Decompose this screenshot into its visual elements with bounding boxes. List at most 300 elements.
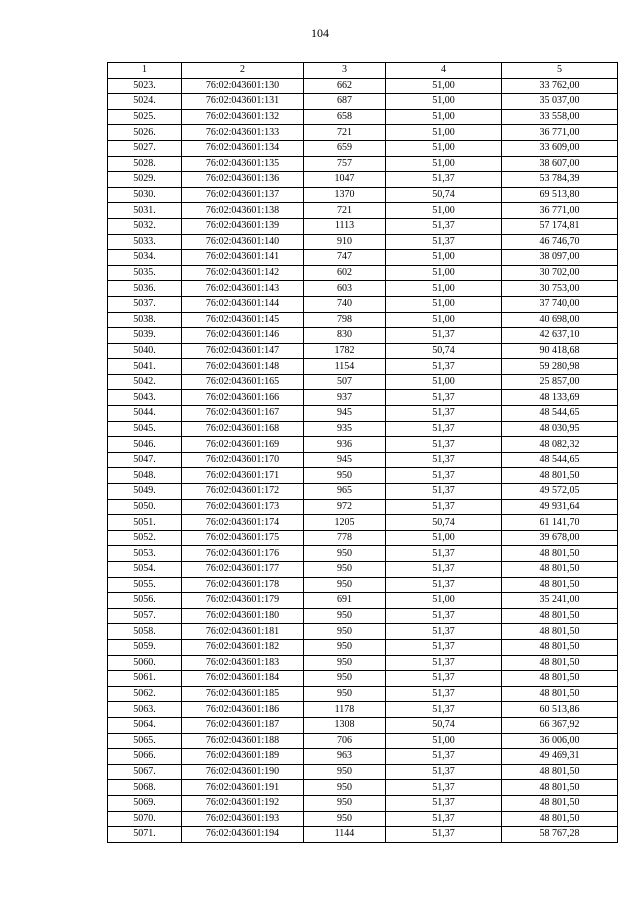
amount-cell: 37 740,00: [502, 296, 618, 312]
amount-cell: 36 771,00: [502, 203, 618, 219]
cadastral-number-cell: 76:02:043601:143: [182, 281, 304, 297]
row-number-cell: 5058.: [108, 624, 182, 640]
area-cell: 1205: [304, 515, 386, 531]
rate-cell: 51,00: [386, 250, 502, 266]
rate-cell: 50,74: [386, 717, 502, 733]
table-row: [108, 452, 618, 468]
row-number-cell: 5065.: [108, 733, 182, 749]
cadastral-number-cell: 76:02:043601:136: [182, 172, 304, 188]
cadastral-number-cell: 76:02:043601:148: [182, 359, 304, 375]
table-row: [108, 764, 618, 780]
cadastral-number-cell: 76:02:043601:178: [182, 577, 304, 593]
table-row: [108, 608, 618, 624]
rate-cell: 51,37: [386, 328, 502, 344]
row-number-cell: 5062.: [108, 686, 182, 702]
table-row: [108, 218, 618, 234]
rate-cell: 51,37: [386, 577, 502, 593]
cadastral-number-cell: 76:02:043601:142: [182, 265, 304, 281]
amount-cell: 33 609,00: [502, 140, 618, 156]
rate-cell: 51,00: [386, 109, 502, 125]
page-number: 104: [311, 26, 329, 40]
area-cell: 972: [304, 499, 386, 515]
table-row: [108, 343, 618, 359]
row-number-cell: 5035.: [108, 265, 182, 281]
table-row: [108, 577, 618, 593]
row-number-cell: 5056.: [108, 593, 182, 609]
area-cell: 1370: [304, 187, 386, 203]
amount-cell: 90 418,68: [502, 343, 618, 359]
table-row: [108, 655, 618, 671]
amount-cell: 48 801,50: [502, 577, 618, 593]
amount-cell: 49 931,64: [502, 499, 618, 515]
area-cell: 603: [304, 281, 386, 297]
area-cell: 945: [304, 406, 386, 422]
area-cell: 798: [304, 312, 386, 328]
area-cell: 950: [304, 468, 386, 484]
row-number-cell: 5067.: [108, 764, 182, 780]
rate-cell: 51,37: [386, 655, 502, 671]
row-number-cell: 5030.: [108, 187, 182, 203]
column-header-2: 2: [182, 63, 304, 79]
row-number-cell: 5038.: [108, 312, 182, 328]
rate-cell: 51,00: [386, 281, 502, 297]
rate-cell: 51,00: [386, 296, 502, 312]
area-cell: 950: [304, 780, 386, 796]
row-number-cell: 5054.: [108, 562, 182, 578]
column-header-5: 5: [502, 63, 618, 79]
cadastral-number-cell: 76:02:043601:179: [182, 593, 304, 609]
row-number-cell: 5059.: [108, 639, 182, 655]
amount-cell: 66 367,92: [502, 717, 618, 733]
area-cell: 662: [304, 78, 386, 94]
cadastral-number-cell: 76:02:043601:134: [182, 140, 304, 156]
cadastral-number-cell: 76:02:043601:167: [182, 406, 304, 422]
cadastral-number-cell: 76:02:043601:169: [182, 437, 304, 453]
row-number-cell: 5049.: [108, 484, 182, 500]
amount-cell: 48 801,50: [502, 764, 618, 780]
area-cell: 659: [304, 140, 386, 156]
table-row: [108, 827, 618, 843]
rate-cell: 50,74: [386, 187, 502, 203]
table-row: [108, 94, 618, 110]
amount-cell: 42 637,10: [502, 328, 618, 344]
cadastral-number-cell: 76:02:043601:181: [182, 624, 304, 640]
rate-cell: 51,37: [386, 546, 502, 562]
rate-cell: 51,37: [386, 764, 502, 780]
column-header-4: 4: [386, 63, 502, 79]
row-number-cell: 5047.: [108, 452, 182, 468]
table-row: [108, 499, 618, 515]
row-number-cell: 5064.: [108, 717, 182, 733]
cadastral-number-cell: 76:02:043601:132: [182, 109, 304, 125]
area-cell: 935: [304, 421, 386, 437]
table-row: [108, 78, 618, 94]
area-cell: 950: [304, 546, 386, 562]
row-number-cell: 5042.: [108, 374, 182, 390]
table-row: [108, 265, 618, 281]
cadastral-number-cell: 76:02:043601:180: [182, 608, 304, 624]
row-number-cell: 5031.: [108, 203, 182, 219]
cadastral-number-cell: 76:02:043601:171: [182, 468, 304, 484]
row-number-cell: 5044.: [108, 406, 182, 422]
row-number-cell: 5046.: [108, 437, 182, 453]
rate-cell: 51,37: [386, 608, 502, 624]
rate-cell: 51,37: [386, 359, 502, 375]
area-cell: 950: [304, 686, 386, 702]
column-header-3: 3: [304, 63, 386, 79]
amount-cell: 39 678,00: [502, 530, 618, 546]
rate-cell: 51,37: [386, 639, 502, 655]
table-row: [108, 328, 618, 344]
cadastral-number-cell: 76:02:043601:193: [182, 811, 304, 827]
amount-cell: 38 097,00: [502, 250, 618, 266]
table-row: [108, 374, 618, 390]
table-row: [108, 749, 618, 765]
rate-cell: 50,74: [386, 515, 502, 531]
cadastral-number-cell: 76:02:043601:188: [182, 733, 304, 749]
row-number-cell: 5032.: [108, 218, 182, 234]
table-row: [108, 140, 618, 156]
table-row: [108, 125, 618, 141]
amount-cell: 48 801,50: [502, 780, 618, 796]
row-number-cell: 5043.: [108, 390, 182, 406]
area-cell: 747: [304, 250, 386, 266]
rate-cell: 51,37: [386, 624, 502, 640]
area-cell: 602: [304, 265, 386, 281]
table-row: [108, 281, 618, 297]
cadastral-number-cell: 76:02:043601:192: [182, 795, 304, 811]
table-row: [108, 795, 618, 811]
area-cell: 1113: [304, 218, 386, 234]
rate-cell: 51,00: [386, 530, 502, 546]
table-row: [108, 686, 618, 702]
amount-cell: 49 572,05: [502, 484, 618, 500]
amount-cell: 35 037,00: [502, 94, 618, 110]
amount-cell: 48 544,65: [502, 452, 618, 468]
cadastral-number-cell: 76:02:043601:187: [182, 717, 304, 733]
amount-cell: 35 241,00: [502, 593, 618, 609]
amount-cell: 48 801,50: [502, 468, 618, 484]
amount-cell: 38 607,00: [502, 156, 618, 172]
area-cell: 1178: [304, 702, 386, 718]
amount-cell: 48 801,50: [502, 686, 618, 702]
amount-cell: 58 767,28: [502, 827, 618, 843]
row-number-cell: 5027.: [108, 140, 182, 156]
area-cell: 950: [304, 764, 386, 780]
cadastral-number-cell: 76:02:043601:144: [182, 296, 304, 312]
cadastral-number-cell: 76:02:043601:191: [182, 780, 304, 796]
area-cell: 706: [304, 733, 386, 749]
cadastral-number-cell: 76:02:043601:185: [182, 686, 304, 702]
cadastral-number-cell: 76:02:043601:138: [182, 203, 304, 219]
cadastral-number-cell: 76:02:043601:186: [182, 702, 304, 718]
row-number-cell: 5061.: [108, 671, 182, 687]
amount-cell: 33 762,00: [502, 78, 618, 94]
table-row: [108, 639, 618, 655]
rate-cell: 51,37: [386, 562, 502, 578]
cadastral-number-cell: 76:02:043601:168: [182, 421, 304, 437]
amount-cell: 33 558,00: [502, 109, 618, 125]
area-cell: 1308: [304, 717, 386, 733]
row-number-cell: 5024.: [108, 94, 182, 110]
row-number-cell: 5066.: [108, 749, 182, 765]
area-cell: 910: [304, 234, 386, 250]
rate-cell: 51,37: [386, 437, 502, 453]
rate-cell: 51,37: [386, 452, 502, 468]
amount-cell: 49 469,31: [502, 749, 618, 765]
rate-cell: 51,37: [386, 234, 502, 250]
table-row: [108, 780, 618, 796]
table-row: [108, 733, 618, 749]
cadastral-number-cell: 76:02:043601:140: [182, 234, 304, 250]
table-row: [108, 671, 618, 687]
table-row: [108, 717, 618, 733]
amount-cell: 69 513,80: [502, 187, 618, 203]
rate-cell: 51,37: [386, 795, 502, 811]
area-cell: 950: [304, 811, 386, 827]
table-body: [108, 78, 618, 842]
cadastral-number-cell: 76:02:043601:189: [182, 749, 304, 765]
table-row: [108, 421, 618, 437]
amount-cell: 40 698,00: [502, 312, 618, 328]
area-cell: 658: [304, 109, 386, 125]
cadastral-number-cell: 76:02:043601:170: [182, 452, 304, 468]
cadastral-number-cell: 76:02:043601:176: [182, 546, 304, 562]
area-cell: 950: [304, 577, 386, 593]
table-row: [108, 359, 618, 375]
table-row: [108, 203, 618, 219]
table-row: [108, 390, 618, 406]
rate-cell: 51,37: [386, 484, 502, 500]
rate-cell: 51,37: [386, 172, 502, 188]
area-cell: 963: [304, 749, 386, 765]
amount-cell: 48 801,50: [502, 562, 618, 578]
area-cell: 950: [304, 639, 386, 655]
rate-cell: 51,00: [386, 156, 502, 172]
cadastral-number-cell: 76:02:043601:135: [182, 156, 304, 172]
row-number-cell: 5048.: [108, 468, 182, 484]
rate-cell: 51,00: [386, 593, 502, 609]
amount-cell: 36 006,00: [502, 733, 618, 749]
row-number-cell: 5052.: [108, 530, 182, 546]
cadastral-number-cell: 76:02:043601:184: [182, 671, 304, 687]
cadastral-number-cell: 76:02:043601:190: [182, 764, 304, 780]
area-cell: 1144: [304, 827, 386, 843]
table-row: [108, 187, 618, 203]
rate-cell: 51,37: [386, 218, 502, 234]
cadastral-number-cell: 76:02:043601:141: [182, 250, 304, 266]
area-cell: 1782: [304, 343, 386, 359]
row-number-cell: 5029.: [108, 172, 182, 188]
row-number-cell: 5025.: [108, 109, 182, 125]
area-cell: 778: [304, 530, 386, 546]
rate-cell: 51,00: [386, 78, 502, 94]
rate-cell: 51,37: [386, 780, 502, 796]
area-cell: 937: [304, 390, 386, 406]
rate-cell: 51,37: [386, 811, 502, 827]
table-row: [108, 593, 618, 609]
rate-cell: 51,00: [386, 312, 502, 328]
table-row: [108, 437, 618, 453]
area-cell: 830: [304, 328, 386, 344]
row-number-cell: 5069.: [108, 795, 182, 811]
area-cell: 950: [304, 624, 386, 640]
rate-cell: 51,37: [386, 827, 502, 843]
row-number-cell: 5051.: [108, 515, 182, 531]
area-cell: 965: [304, 484, 386, 500]
area-cell: 950: [304, 562, 386, 578]
rate-cell: 51,00: [386, 94, 502, 110]
amount-cell: 48 030,95: [502, 421, 618, 437]
row-number-cell: 5040.: [108, 343, 182, 359]
amount-cell: 30 702,00: [502, 265, 618, 281]
area-cell: 687: [304, 94, 386, 110]
table-row: [108, 546, 618, 562]
cadastral-number-cell: 76:02:043601:137: [182, 187, 304, 203]
amount-cell: 25 857,00: [502, 374, 618, 390]
cadastral-number-cell: 76:02:043601:130: [182, 78, 304, 94]
area-cell: 740: [304, 296, 386, 312]
amount-cell: 48 133,69: [502, 390, 618, 406]
row-number-cell: 5068.: [108, 780, 182, 796]
cadastral-number-cell: 76:02:043601:182: [182, 639, 304, 655]
cadastral-number-cell: 76:02:043601:146: [182, 328, 304, 344]
cadastral-number-cell: 76:02:043601:194: [182, 827, 304, 843]
cadastral-number-cell: 76:02:043601:165: [182, 374, 304, 390]
area-cell: 721: [304, 203, 386, 219]
table-row: [108, 702, 618, 718]
row-number-cell: 5060.: [108, 655, 182, 671]
amount-cell: 48 801,50: [502, 639, 618, 655]
table-row: [108, 468, 618, 484]
row-number-cell: 5050.: [108, 499, 182, 515]
amount-cell: 30 753,00: [502, 281, 618, 297]
table-row: [108, 172, 618, 188]
area-cell: 1047: [304, 172, 386, 188]
amount-cell: 57 174,81: [502, 218, 618, 234]
area-cell: 945: [304, 452, 386, 468]
table-row: [108, 156, 618, 172]
cadastral-number-cell: 76:02:043601:139: [182, 218, 304, 234]
row-number-cell: 5041.: [108, 359, 182, 375]
table-row: [108, 250, 618, 266]
table-row: [108, 312, 618, 328]
amount-cell: 48 082,32: [502, 437, 618, 453]
rate-cell: 51,37: [386, 421, 502, 437]
amount-cell: 48 801,50: [502, 795, 618, 811]
table-row: [108, 624, 618, 640]
amount-cell: 48 801,50: [502, 655, 618, 671]
area-cell: 936: [304, 437, 386, 453]
amount-cell: 48 801,50: [502, 624, 618, 640]
rate-cell: 51,37: [386, 468, 502, 484]
row-number-cell: 5026.: [108, 125, 182, 141]
row-number-cell: 5070.: [108, 811, 182, 827]
amount-cell: 59 280,98: [502, 359, 618, 375]
area-cell: 1154: [304, 359, 386, 375]
rate-cell: 51,00: [386, 265, 502, 281]
rate-cell: 50,74: [386, 343, 502, 359]
table-row: [108, 109, 618, 125]
amount-cell: 46 746,70: [502, 234, 618, 250]
amount-cell: 53 784,39: [502, 172, 618, 188]
rate-cell: 51,00: [386, 140, 502, 156]
rate-cell: 51,00: [386, 125, 502, 141]
amount-cell: 48 544,65: [502, 406, 618, 422]
area-cell: 721: [304, 125, 386, 141]
rate-cell: 51,37: [386, 702, 502, 718]
rate-cell: 51,37: [386, 499, 502, 515]
rate-cell: 51,00: [386, 203, 502, 219]
table-row: [108, 562, 618, 578]
cadastral-number-cell: 76:02:043601:166: [182, 390, 304, 406]
row-number-cell: 5037.: [108, 296, 182, 312]
rate-cell: 51,00: [386, 733, 502, 749]
table-row: [108, 515, 618, 531]
area-cell: 950: [304, 795, 386, 811]
table-row: [108, 234, 618, 250]
table-row: [108, 484, 618, 500]
amount-cell: 48 801,50: [502, 546, 618, 562]
area-cell: 950: [304, 655, 386, 671]
cadastral-number-cell: 76:02:043601:147: [182, 343, 304, 359]
row-number-cell: 5055.: [108, 577, 182, 593]
table-row: [108, 406, 618, 422]
area-cell: 950: [304, 608, 386, 624]
table-row: [108, 296, 618, 312]
rate-cell: 51,37: [386, 390, 502, 406]
row-number-cell: 5028.: [108, 156, 182, 172]
row-number-cell: 5036.: [108, 281, 182, 297]
cadastral-number-cell: 76:02:043601:133: [182, 125, 304, 141]
area-cell: 507: [304, 374, 386, 390]
cadastral-number-cell: 76:02:043601:183: [182, 655, 304, 671]
table-row: [108, 530, 618, 546]
rate-cell: 51,37: [386, 749, 502, 765]
amount-cell: 48 801,50: [502, 608, 618, 624]
amount-cell: 48 801,50: [502, 811, 618, 827]
row-number-cell: 5039.: [108, 328, 182, 344]
rate-cell: 51,00: [386, 374, 502, 390]
area-cell: 950: [304, 671, 386, 687]
area-cell: 691: [304, 593, 386, 609]
table-row: [108, 811, 618, 827]
row-number-cell: 5057.: [108, 608, 182, 624]
rate-cell: 51,37: [386, 686, 502, 702]
cadastral-number-cell: 76:02:043601:145: [182, 312, 304, 328]
row-number-cell: 5023.: [108, 78, 182, 94]
header-row: [108, 63, 618, 79]
rate-cell: 51,37: [386, 406, 502, 422]
cadastral-number-cell: 76:02:043601:172: [182, 484, 304, 500]
amount-cell: 61 141,70: [502, 515, 618, 531]
cadastral-number-cell: 76:02:043601:131: [182, 94, 304, 110]
row-number-cell: 5053.: [108, 546, 182, 562]
row-number-cell: 5071.: [108, 827, 182, 843]
cadastral-number-cell: 76:02:043601:174: [182, 515, 304, 531]
data-table: [107, 62, 618, 843]
cadastral-number-cell: 76:02:043601:175: [182, 530, 304, 546]
row-number-cell: 5063.: [108, 702, 182, 718]
row-number-cell: 5045.: [108, 421, 182, 437]
cadastral-number-cell: 76:02:043601:177: [182, 562, 304, 578]
row-number-cell: 5033.: [108, 234, 182, 250]
area-cell: 757: [304, 156, 386, 172]
row-number-cell: 5034.: [108, 250, 182, 266]
column-header-1: 1: [108, 63, 182, 79]
cadastral-number-cell: 76:02:043601:173: [182, 499, 304, 515]
amount-cell: 48 801,50: [502, 671, 618, 687]
